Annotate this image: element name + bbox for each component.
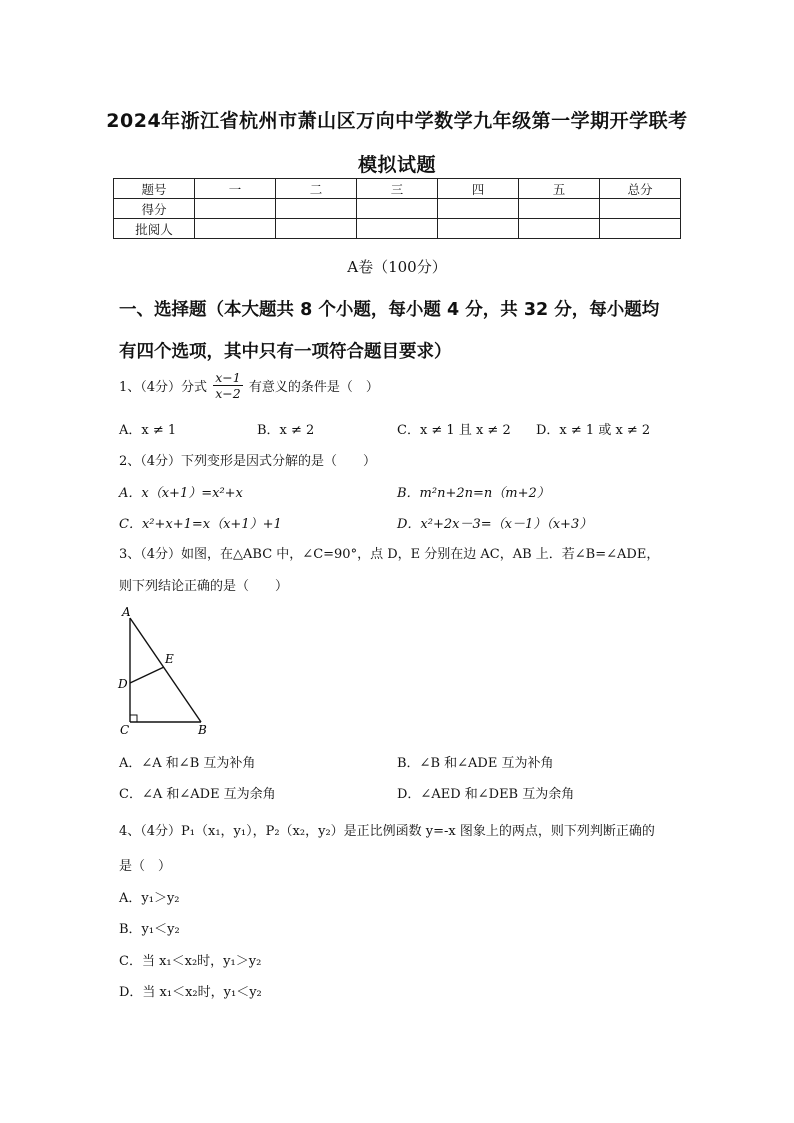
- label-c: C: [120, 723, 130, 737]
- grader-cell[interactable]: [195, 219, 276, 239]
- grader-row: [114, 219, 681, 239]
- q1-prefix: 1、（4分）分式: [119, 380, 208, 395]
- question-4-stem-line1: 4、（4分）P₁（x₁，y₁），P₂（x₂，y₂）是正比例函数 y=-x 图象上的两点，则下列判断正确的: [119, 824, 655, 839]
- label-a: A: [122, 605, 131, 619]
- q3-option-a[interactable]: A．∠A 和∠B 互为补角: [119, 756, 256, 771]
- grader-cell[interactable]: [600, 219, 681, 239]
- page-title-line2: 模拟试题: [357, 154, 436, 176]
- q4-option-d[interactable]: D．当 x₁＜x₂时，y₁＜y₂: [119, 985, 262, 1000]
- q4-option-b[interactable]: B．y₁＜y₂: [119, 922, 180, 937]
- score-cell[interactable]: [438, 199, 519, 219]
- score-cell[interactable]: [195, 199, 276, 219]
- q1-numerator: x−1: [215, 370, 241, 385]
- header-cell: 一: [195, 179, 276, 199]
- header-cell: 二: [276, 179, 357, 199]
- score-row: [114, 199, 681, 219]
- score-cell[interactable]: [357, 199, 438, 219]
- section-heading-line2: 有四个选项，其中只有一项符合题目要求）: [119, 342, 452, 362]
- q2-option-c[interactable]: C．x²+x+1=x（x+1）+1: [119, 517, 282, 532]
- q1-option-b[interactable]: B．x ≠ 2: [257, 423, 315, 438]
- question-2-stem: 2、（4分）下列变形是因式分解的是（ ）: [119, 454, 377, 469]
- label-e: E: [165, 652, 174, 666]
- q3-option-d[interactable]: D．∠AED 和∠DEB 互为余角: [397, 787, 575, 802]
- label-d: D: [118, 677, 128, 691]
- score-table: [113, 178, 681, 239]
- paper-label: A卷（100分）: [347, 258, 447, 276]
- question-3-stem-line1: 3、（4分）如图，在△ABC 中，∠C=90°，点 D，E 分别在边 AC，AB 上．若∠B=∠ADE，: [119, 547, 660, 562]
- score-table-header-row: [114, 179, 681, 199]
- q1-option-a[interactable]: A．x ≠ 1: [119, 423, 177, 438]
- page-title-line1: 2024年浙江省杭州市萧山区万向中学数学九年级第一学期开学联考: [106, 110, 688, 132]
- q1-option-d[interactable]: D．x ≠ 1 或 x ≠ 2: [536, 423, 651, 438]
- score-cell[interactable]: [519, 199, 600, 219]
- q1-suffix: 有意义的条件是（ ）: [248, 380, 379, 395]
- q4-option-c[interactable]: C．当 x₁＜x₂时，y₁＞y₂: [119, 954, 262, 969]
- q2-option-d[interactable]: D．x²+2x－3=（x－1）（x+3）: [397, 517, 593, 532]
- row-label: 得分: [114, 199, 195, 219]
- q3-option-c[interactable]: C．∠A 和∠ADE 互为余角: [119, 787, 276, 802]
- header-cell: 三: [357, 179, 438, 199]
- header-cell: 四: [438, 179, 519, 199]
- q4-option-a[interactable]: A．y₁＞y₂: [119, 891, 180, 906]
- segment-de: [130, 667, 164, 683]
- q1-fraction: [213, 370, 242, 401]
- question-3-stem-line2: 则下列结论正确的是（ ）: [119, 579, 289, 594]
- score-cell[interactable]: [276, 199, 357, 219]
- question-1-stem: [119, 370, 379, 401]
- grader-cell[interactable]: [357, 219, 438, 239]
- label-b: B: [198, 723, 207, 737]
- segment-ab: [130, 618, 201, 722]
- header-cell: 题号: [114, 179, 195, 199]
- header-cell: 总分: [600, 179, 681, 199]
- q2-option-a[interactable]: A．x（x+1）=x²+x: [119, 486, 243, 501]
- q2-option-b[interactable]: B．m²n+2n=n（m+2）: [397, 486, 550, 501]
- grader-cell[interactable]: [519, 219, 600, 239]
- score-cell[interactable]: [600, 199, 681, 219]
- triangle-figure: [113, 604, 223, 739]
- section-heading-line1: 一、选择题（本大题共 8 个小题，每小题 4 分，共 32 分，每小题均: [119, 300, 660, 320]
- right-angle-mark: [130, 715, 137, 722]
- question-4-stem-line2: 是（ ）: [119, 859, 172, 874]
- q3-option-b[interactable]: B．∠B 和∠ADE 互为补角: [397, 756, 554, 771]
- grader-cell[interactable]: [438, 219, 519, 239]
- grader-cell[interactable]: [276, 219, 357, 239]
- row-label: 批阅人: [114, 219, 195, 239]
- header-cell: 五: [519, 179, 600, 199]
- q1-option-c[interactable]: C．x ≠ 1 且 x ≠ 2: [397, 423, 511, 438]
- q1-denominator: x−2: [215, 386, 241, 401]
